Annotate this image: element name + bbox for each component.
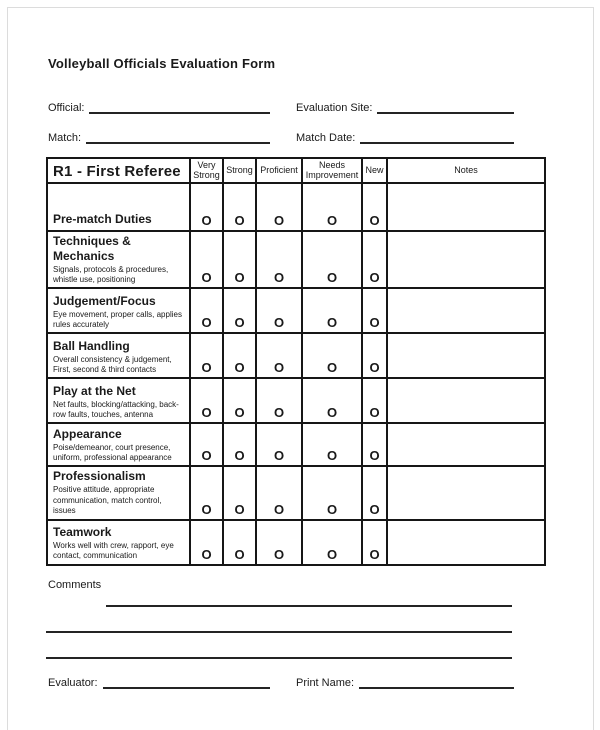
notes-cell[interactable] xyxy=(387,378,545,423)
rating-option-needs-improvement[interactable]: O xyxy=(302,423,362,466)
comments-line-2[interactable] xyxy=(46,631,512,633)
rating-option-new[interactable]: O xyxy=(362,333,387,378)
rating-option-strong[interactable]: O xyxy=(223,333,256,378)
category-name: Play at the Net xyxy=(53,383,136,398)
rating-option-new[interactable]: O xyxy=(362,423,387,466)
footer-fields-row xyxy=(48,676,514,689)
print-name-label: Print Name: xyxy=(296,676,355,689)
rating-option-proficient[interactable]: O xyxy=(256,183,302,231)
category-description: Works well with crew, rapport, eye contact, communication xyxy=(53,540,174,561)
category-cell xyxy=(47,378,190,423)
notes-cell[interactable] xyxy=(387,333,545,378)
rating-option-new[interactable]: O xyxy=(362,183,387,231)
rating-option-new[interactable]: O xyxy=(362,288,387,333)
rating-option-proficient[interactable]: O xyxy=(256,231,302,289)
rating-option-proficient[interactable]: O xyxy=(256,466,302,519)
category-description: Net faults, blocking/attacking, back-row faults, touches, antenna xyxy=(53,399,179,420)
match-date-label: Match Date: xyxy=(296,132,356,144)
rating-option-very-strong[interactable]: O xyxy=(190,520,223,565)
evaluation-site-input-line[interactable] xyxy=(377,101,514,114)
header-fields-row-2 xyxy=(48,131,514,144)
category-description: Eye movement, proper calls, applies rules accurately xyxy=(53,309,182,330)
category-cell xyxy=(47,520,190,565)
category-name: Ball Handling xyxy=(53,338,130,353)
rating-option-needs-improvement[interactable]: O xyxy=(302,183,362,231)
comments-label: Comments xyxy=(48,578,102,591)
evaluation-site-field xyxy=(296,101,514,114)
print-name-field xyxy=(296,676,514,689)
category-cell xyxy=(47,423,190,466)
rating-option-strong[interactable]: O xyxy=(223,520,256,565)
notes-cell[interactable] xyxy=(387,520,545,565)
header-fields-row-1 xyxy=(48,101,514,114)
category-cell xyxy=(47,183,190,231)
rating-option-very-strong[interactable]: O xyxy=(190,466,223,519)
rating-option-proficient[interactable]: O xyxy=(256,520,302,565)
rating-option-strong[interactable]: O xyxy=(223,423,256,466)
col-header-strong: Strong xyxy=(223,158,256,183)
category-name: Professionalism xyxy=(53,469,146,484)
table-header-row xyxy=(47,158,545,183)
rating-option-strong[interactable]: O xyxy=(223,378,256,423)
rating-option-strong[interactable]: O xyxy=(223,183,256,231)
page-title: Volleyball Officials Evaluation Form xyxy=(48,56,276,71)
table-row xyxy=(47,231,545,289)
table-row xyxy=(47,333,545,378)
evaluator-input-line[interactable] xyxy=(103,676,270,689)
rating-option-needs-improvement[interactable]: O xyxy=(302,231,362,289)
official-field xyxy=(48,101,270,114)
col-header-needs-improvement: Needs Improvement xyxy=(302,158,362,183)
rating-option-strong[interactable]: O xyxy=(223,231,256,289)
match-field xyxy=(48,131,270,144)
category-name: Teamwork xyxy=(53,524,112,539)
evaluator-label: Evaluator: xyxy=(48,676,98,689)
rating-option-very-strong[interactable]: O xyxy=(190,333,223,378)
rating-option-very-strong[interactable]: O xyxy=(190,231,223,289)
table-title: R1 - First Referee xyxy=(47,158,190,183)
category-cell xyxy=(47,333,190,378)
rating-option-new[interactable]: O xyxy=(362,378,387,423)
table-row xyxy=(47,378,545,423)
notes-cell[interactable] xyxy=(387,183,545,231)
rating-option-very-strong[interactable]: O xyxy=(190,288,223,333)
col-header-new: New xyxy=(362,158,387,183)
category-name: Pre-match Duties xyxy=(53,211,152,226)
table-row xyxy=(47,423,545,466)
rating-option-very-strong[interactable]: O xyxy=(190,423,223,466)
rating-option-proficient[interactable]: O xyxy=(256,333,302,378)
comments-line-1[interactable] xyxy=(106,605,512,607)
evaluation-table xyxy=(46,157,546,566)
table-row xyxy=(47,288,545,333)
category-name: Judgement/Focus xyxy=(53,293,156,308)
evaluation-site-label: Evaluation Site: xyxy=(296,102,373,114)
rating-option-needs-improvement[interactable]: O xyxy=(302,466,362,519)
col-header-notes: Notes xyxy=(387,158,545,183)
rating-option-new[interactable]: O xyxy=(362,231,387,289)
notes-cell[interactable] xyxy=(387,423,545,466)
rating-option-strong[interactable]: O xyxy=(223,288,256,333)
print-name-input-line[interactable] xyxy=(359,676,514,689)
match-date-input-line[interactable] xyxy=(360,131,514,144)
rubric-rows xyxy=(47,183,545,565)
category-description: Positive attitude, appropriate communication, match control, issues xyxy=(53,485,162,516)
table-row xyxy=(47,466,545,519)
category-name: Appearance xyxy=(53,426,122,441)
evaluator-field xyxy=(48,676,270,689)
rating-option-needs-improvement[interactable]: O xyxy=(302,333,362,378)
table-row xyxy=(47,520,545,565)
rating-option-new[interactable]: O xyxy=(362,466,387,519)
category-cell xyxy=(47,466,190,519)
rating-option-proficient[interactable]: O xyxy=(256,423,302,466)
comments-line-3[interactable] xyxy=(46,657,512,659)
notes-cell[interactable] xyxy=(387,288,545,333)
rating-option-proficient[interactable]: O xyxy=(256,288,302,333)
col-header-very-strong: Very Strong xyxy=(190,158,223,183)
table-row xyxy=(47,183,545,231)
category-description: Poise/demeanor, court presence, uniform, professional appearance xyxy=(53,442,172,463)
match-input-line[interactable] xyxy=(86,131,270,144)
form-content xyxy=(46,0,546,689)
rating-option-very-strong[interactable]: O xyxy=(190,378,223,423)
rating-option-new[interactable]: O xyxy=(362,520,387,565)
official-input-line[interactable] xyxy=(89,101,270,114)
rating-option-strong[interactable]: O xyxy=(223,466,256,519)
notes-cell[interactable] xyxy=(387,231,545,289)
category-name: Techniques & Mechanics xyxy=(53,233,131,263)
col-header-proficient: Proficient xyxy=(256,158,302,183)
category-description: Signals, protocols & procedures, whistle use, positioning xyxy=(53,264,169,285)
rating-option-needs-improvement[interactable]: O xyxy=(302,520,362,565)
rating-option-very-strong[interactable]: O xyxy=(190,183,223,231)
notes-cell[interactable] xyxy=(387,466,545,519)
category-description: Overall consistency & judgement, First, second & third contacts xyxy=(53,354,172,375)
category-cell xyxy=(47,288,190,333)
match-date-field xyxy=(296,131,514,144)
rating-option-proficient[interactable]: O xyxy=(256,378,302,423)
rating-option-needs-improvement[interactable]: O xyxy=(302,288,362,333)
category-cell xyxy=(47,231,190,289)
official-label: Official: xyxy=(48,102,85,114)
match-label: Match: xyxy=(48,132,82,144)
rating-option-needs-improvement[interactable]: O xyxy=(302,378,362,423)
